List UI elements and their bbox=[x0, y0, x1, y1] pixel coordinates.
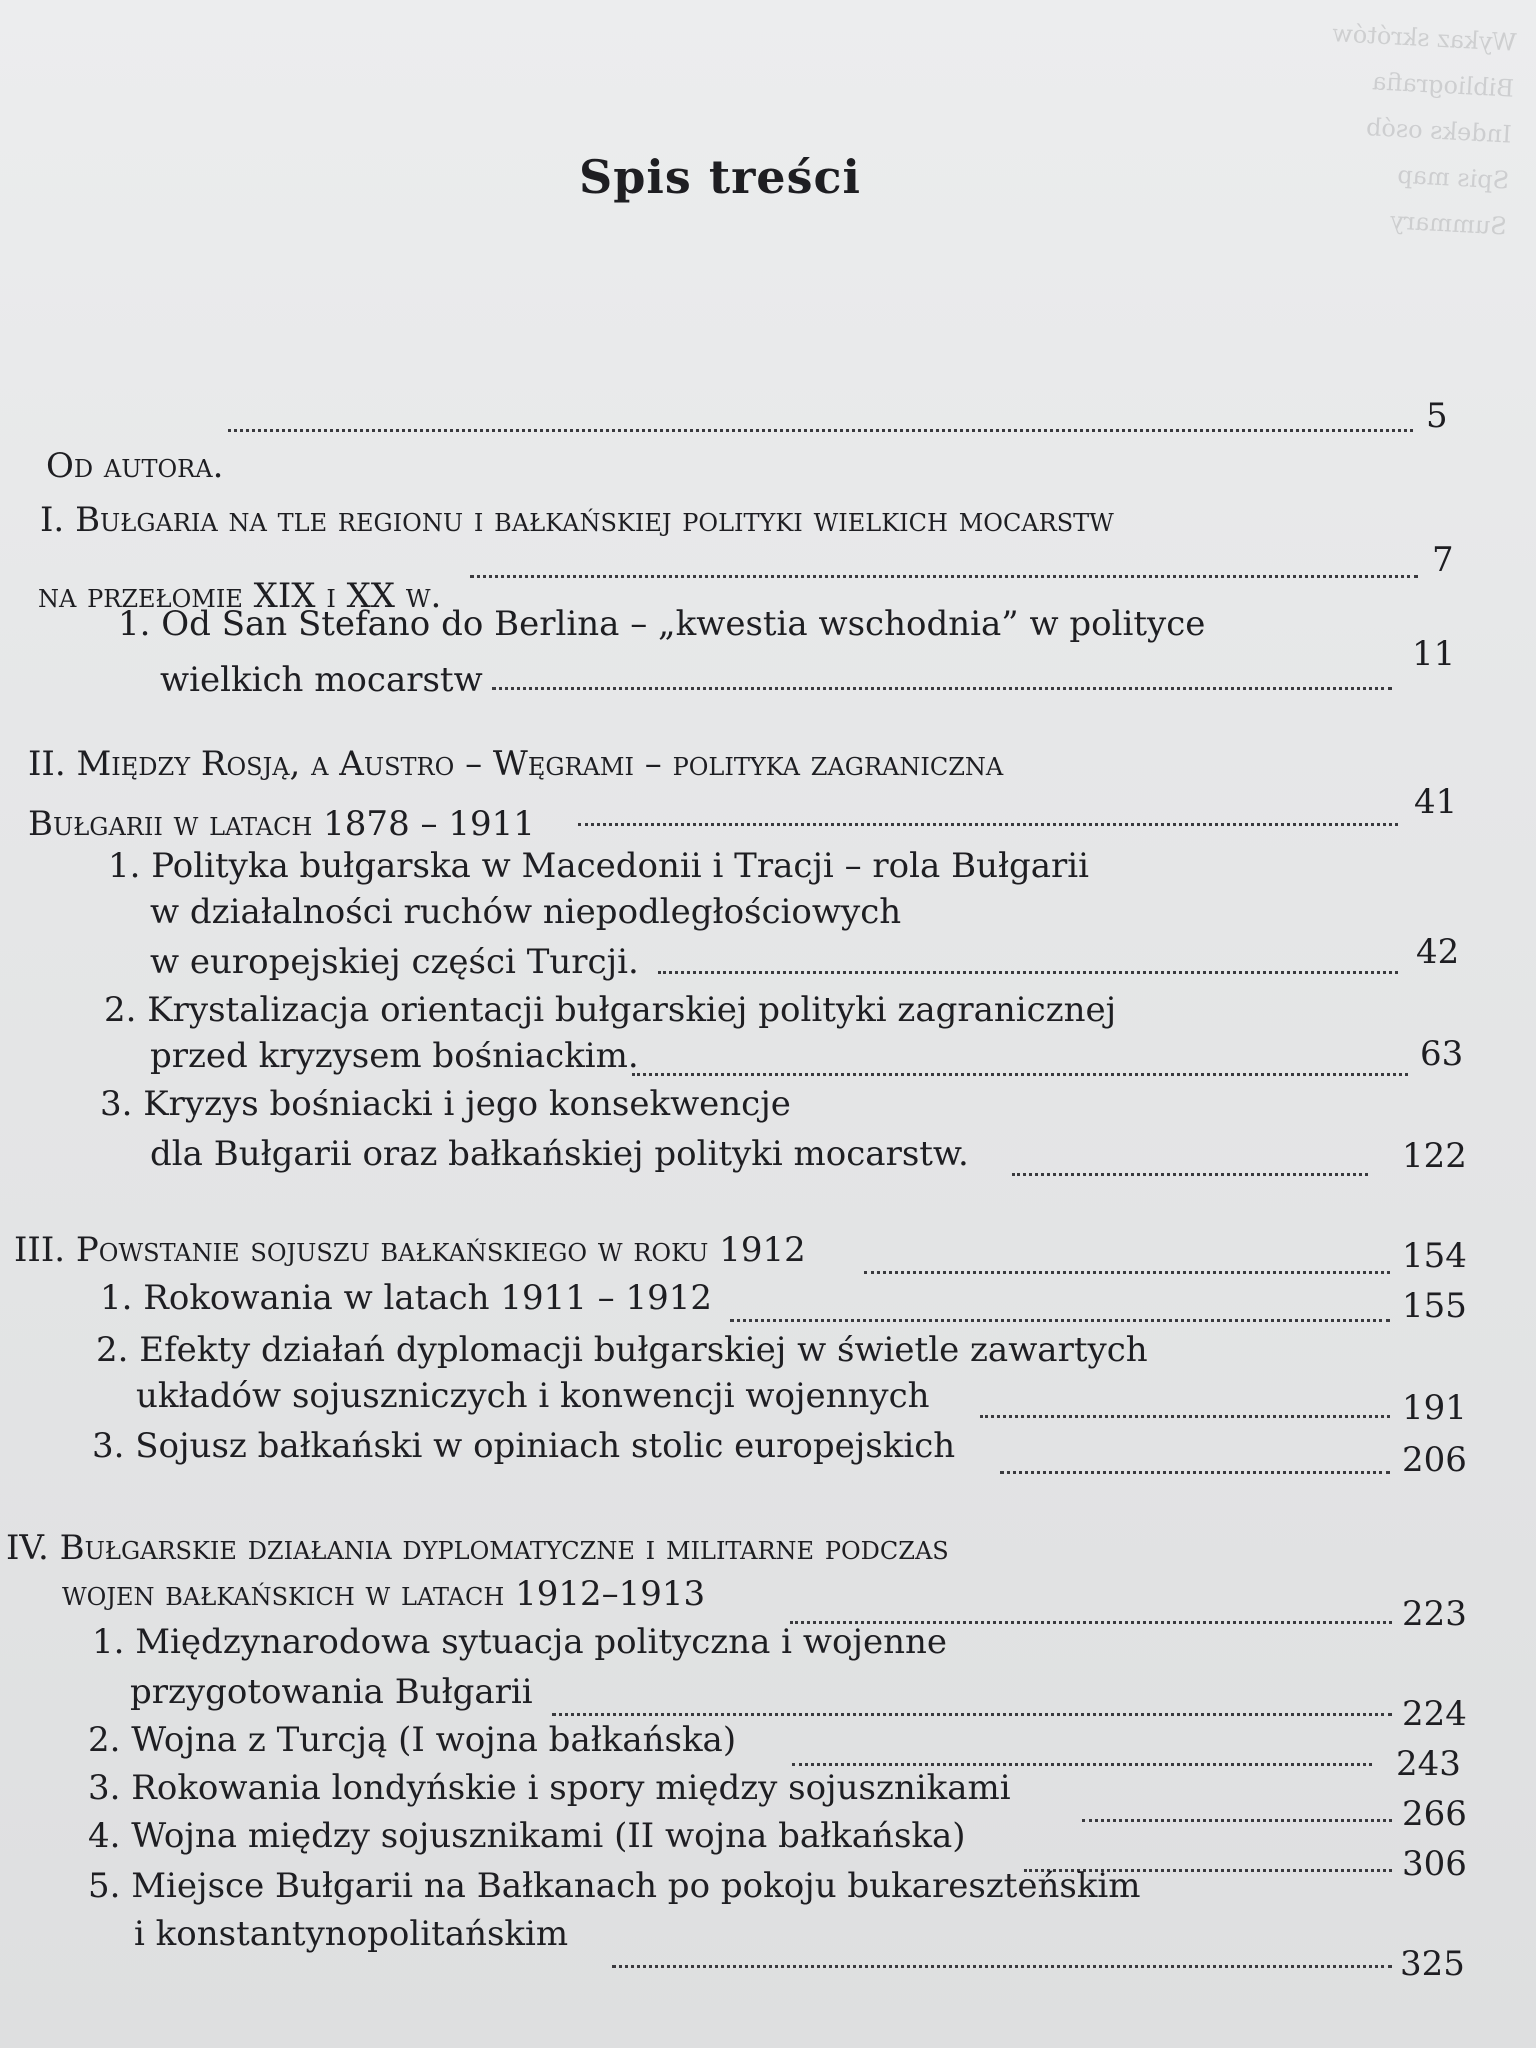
bleed-through-text: Wykaz skrótów Bibliografia Indeks osób Spis map Summary bbox=[1331, 19, 1518, 241]
section-line: przed kryzysem bośniackim. bbox=[150, 1036, 639, 1076]
dot-leader bbox=[228, 400, 1413, 432]
chapter-number: III. bbox=[14, 1230, 66, 1270]
section-line: 4. Wojna między sojusznikami (II wojna bałkańska) bbox=[88, 1816, 966, 1856]
page-number: 42 bbox=[1416, 932, 1460, 972]
dot-leader bbox=[658, 934, 1398, 974]
section-line: wielkich mocarstw bbox=[160, 660, 483, 700]
dot-leader bbox=[730, 1282, 1390, 1322]
page-number: 41 bbox=[1414, 782, 1458, 822]
chapter-title-line: na przełomie XIX i XX w. bbox=[38, 576, 442, 616]
section-line: 3. Kryzys bośniacki i jego konsekwencje bbox=[100, 1084, 791, 1124]
chapter-title-line: IV. Bułgarskie działania dyplomatyczne i militarne podczas bbox=[6, 1528, 949, 1568]
page-number: 63 bbox=[1420, 1034, 1464, 1074]
dot-leader bbox=[612, 1928, 1392, 1968]
entry-label: Od autora. bbox=[46, 446, 224, 486]
page-number: 7 bbox=[1432, 540, 1454, 580]
chapter-number: II. bbox=[28, 744, 66, 784]
section-line: przygotowania Bułgarii bbox=[130, 1672, 533, 1712]
dot-leader bbox=[864, 1234, 1390, 1274]
page-number: 154 bbox=[1402, 1236, 1467, 1276]
dot-leader bbox=[1012, 1136, 1368, 1176]
chapter-number: I. bbox=[40, 500, 65, 540]
section-line: 3. Rokowania londyńskie i spory między sojusznikami bbox=[88, 1768, 1011, 1808]
section-line: 2. Krystalizacja orientacji bułgarskiej polityki zagranicznej bbox=[104, 990, 1117, 1030]
page-number: 11 bbox=[1412, 634, 1456, 674]
section-line: układów sojuszniczych i konwencji wojennych bbox=[136, 1376, 930, 1416]
section-line: 1. Międzynarodowa sytuacja polityczna i wojenne bbox=[92, 1622, 948, 1662]
page-number: 224 bbox=[1402, 1694, 1467, 1734]
page-number: 206 bbox=[1402, 1440, 1467, 1480]
page-number: 5 bbox=[1426, 396, 1448, 436]
section-line: i konstantynopolitańskim bbox=[134, 1914, 569, 1954]
page-number: 122 bbox=[1402, 1136, 1467, 1176]
page-number: 223 bbox=[1402, 1594, 1467, 1634]
dot-leader bbox=[980, 1378, 1390, 1418]
page-number: 306 bbox=[1402, 1844, 1467, 1884]
dot-leader bbox=[790, 1584, 1392, 1624]
section-line: 1. Od San Stefano do Berlina – „kwestia wschodnia” w polityce bbox=[118, 604, 1206, 644]
dot-leader bbox=[1082, 1782, 1392, 1822]
section-line: 1. Rokowania w latach 1911 – 1912 bbox=[100, 1278, 713, 1318]
dot-leader bbox=[552, 1676, 1392, 1716]
dot-leader bbox=[470, 538, 1418, 578]
chapter-number: IV. bbox=[6, 1528, 49, 1568]
dot-leader bbox=[578, 786, 1398, 826]
section-line: 3. Sojusz bałkański w opiniach stolic europejskich bbox=[92, 1426, 956, 1466]
page-number: 325 bbox=[1400, 1944, 1465, 1984]
page-number: 155 bbox=[1402, 1286, 1467, 1326]
chapter-title-line: I. Bułgaria na tle regionu i bałkańskiej polityki wielkich mocarstw bbox=[40, 500, 1114, 540]
chapter-title-line: III. Powstanie sojuszu bałkańskiego w roku 1912 bbox=[14, 1230, 806, 1270]
section-line: 1. Polityka bułgarska w Macedonii i Tracji – rola Bułgarii bbox=[108, 846, 1090, 886]
page-title: Spis treści bbox=[579, 150, 861, 204]
section-line: w europejskiej części Turcji. bbox=[150, 942, 639, 982]
dot-leader bbox=[632, 1036, 1408, 1076]
dot-leader bbox=[492, 650, 1392, 690]
section-line: 2. Wojna z Turcją (I wojna bałkańska) bbox=[88, 1720, 737, 1760]
section-line: w działalności ruchów niepodległościowych bbox=[150, 892, 902, 932]
dot-leader bbox=[792, 1726, 1372, 1766]
section-line: dla Bułgarii oraz bałkańskiej polityki mocarstw. bbox=[150, 1134, 969, 1174]
chapter-title-line: II. Między Rosją, a Austro – Węgrami – polityka zagraniczna bbox=[28, 744, 1004, 784]
page-number: 243 bbox=[1396, 1744, 1461, 1784]
section-line: 5. Miejsce Bułgarii na Bałkanach po pokoju bukareszteńskim bbox=[88, 1866, 1141, 1906]
dot-leader bbox=[1000, 1434, 1390, 1474]
chapter-title-line: wojen bałkańskich w latach 1912–1913 bbox=[62, 1574, 706, 1614]
chapter-title-line: Bułgarii w latach 1878 – 1911 bbox=[28, 804, 535, 844]
section-line: 2. Efekty działań dyplomacji bułgarskiej w świetle zawartych bbox=[96, 1330, 1148, 1370]
page-number: 266 bbox=[1402, 1794, 1467, 1834]
page-number: 191 bbox=[1402, 1388, 1467, 1428]
